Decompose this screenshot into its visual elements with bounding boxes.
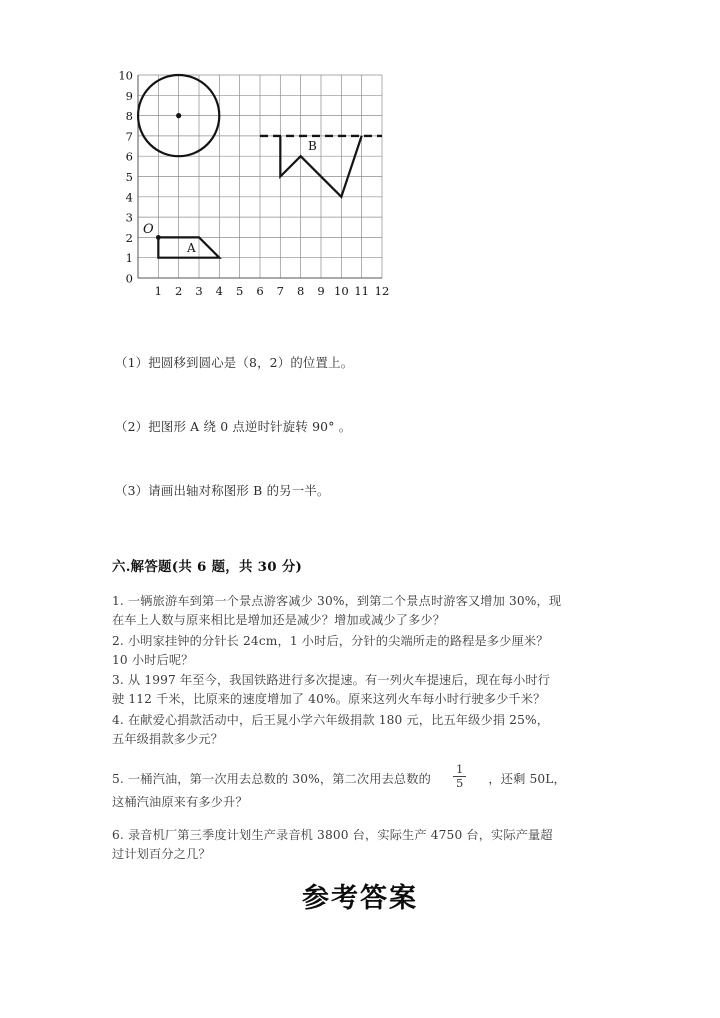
answer-section-title: 参考答案 — [302, 883, 418, 914]
x-axis-labels — [155, 284, 390, 298]
problem-list — [112, 592, 624, 865]
subquestion-1: （1）把圆移到圆心是（8，2）的位置上。 — [115, 355, 354, 370]
problem-5 — [112, 762, 624, 812]
subquestion-3: （3）请画出轴对称图形 B 的另一半。 — [115, 483, 330, 498]
svg-text:1: 1 — [154, 284, 162, 298]
svg-text:6: 6 — [125, 149, 133, 164]
grid-lines — [138, 75, 382, 278]
problem-4-line-2: 五年级捐款多少元？ — [112, 731, 224, 746]
problem-1-line-2: 在车上人数与原来相比是增加还是减少？增加或减少了多少？ — [112, 613, 446, 628]
grid-svg — [108, 70, 408, 320]
svg-text:12: 12 — [374, 284, 390, 298]
svg-text:10: 10 — [334, 284, 349, 298]
circle-center-dot — [176, 113, 181, 118]
fraction-numerator: 1 — [455, 762, 464, 777]
origin-point-dot — [156, 235, 161, 240]
problem-3-line-1: 3. 从 1997 年至今，我国铁路进行多次提速。有一列火车提速后，现在每小时行 — [112, 673, 551, 688]
svg-text:3: 3 — [125, 210, 133, 225]
svg-text:8: 8 — [296, 284, 305, 298]
svg-text:8: 8 — [125, 109, 133, 124]
problem-5-text-before: 5. 一桶汽油，第一次用去总数的 30%，第二次用去总数的 — [112, 772, 431, 787]
svg-text:9: 9 — [125, 88, 133, 103]
subquestion-2: （2）把图形 A 绕 0 点逆时针旋转 90° 。 — [115, 419, 352, 434]
fraction-denominator: 5 — [455, 776, 464, 791]
coordinate-grid-figure — [108, 70, 408, 320]
problem-5-text-after: ，还剩 50L， — [488, 772, 566, 787]
problem-2 — [112, 632, 624, 671]
svg-text:4: 4 — [215, 284, 223, 298]
svg-text:9: 9 — [317, 284, 325, 298]
problem-2-line-1: 2. 小明家挂钟的分针长 24cm，1 小时后，分针的尖端所走的路程是多少厘米？ — [112, 633, 549, 648]
problem-5-line-2: 这桶汽油原来有多少升？ — [112, 794, 248, 809]
problem-2-line-2: 10 小时后呢？ — [112, 652, 194, 667]
shape-b-label: B — [308, 139, 317, 153]
problem-6 — [112, 826, 624, 865]
svg-text:4: 4 — [125, 190, 133, 205]
fraction-one-fifth — [453, 763, 466, 790]
shape-a-label: A — [187, 241, 196, 255]
problem-6-line-2: 过计划百分之几？ — [112, 847, 211, 862]
svg-text:7: 7 — [276, 284, 284, 298]
svg-text:5: 5 — [235, 284, 244, 298]
svg-text:0: 0 — [125, 271, 133, 286]
problem-3 — [112, 671, 624, 710]
svg-text:3: 3 — [195, 284, 203, 298]
svg-text:6: 6 — [256, 284, 264, 298]
svg-text:10: 10 — [118, 70, 133, 83]
y-axis-labels — [118, 70, 133, 286]
svg-text:7: 7 — [125, 129, 133, 144]
svg-text:5: 5 — [125, 170, 133, 184]
problem-4-line-1: 4. 在献爱心捐款活动中，后王晁小学六年级捐款 180 元，比五年级少捐 25%， — [112, 712, 550, 727]
svg-text:2: 2 — [125, 230, 133, 245]
problem-1 — [112, 592, 624, 631]
svg-text:11: 11 — [354, 284, 369, 298]
problem-6-line-1: 6. 录音机厂第三季度计划生产录音机 3800 台，实际生产 4750 台，实际产量超 — [112, 827, 553, 842]
section-heading: 六.解答题(共 6 题，共 30 分) — [112, 559, 303, 575]
origin-label: O — [143, 222, 154, 237]
problem-4 — [112, 711, 624, 750]
svg-text:2: 2 — [174, 284, 183, 298]
problem-3-line-2: 驶 112 千米，比原来的速度增加了 40%。原来这列火车每小时行驶多少千米？ — [112, 692, 546, 707]
svg-text:1: 1 — [125, 251, 133, 266]
problem-1-line-1: 1. 一辆旅游车到第一个景点游客减少 30%，到第二个景点时游客又增加 30%，现 — [112, 594, 562, 608]
